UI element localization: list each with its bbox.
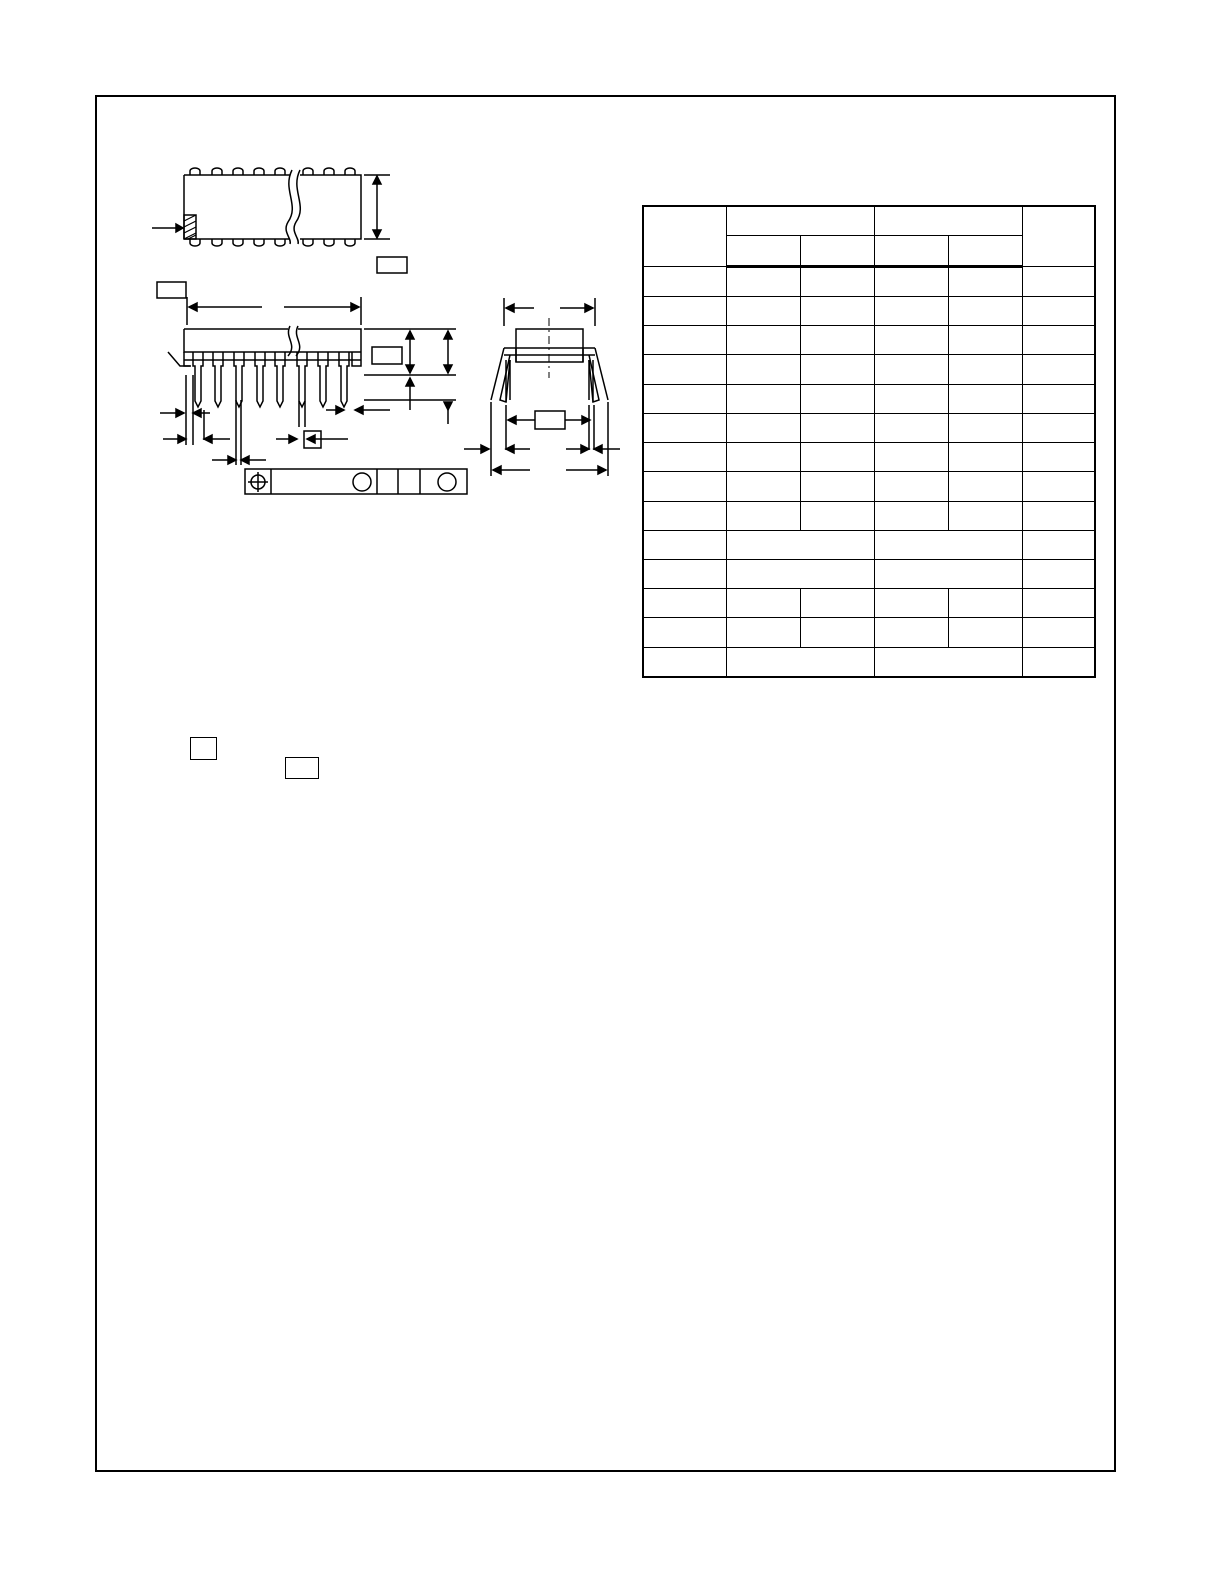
cell [1022,443,1095,472]
cell [1022,472,1095,501]
table-row [643,443,1095,472]
cell [643,530,726,559]
header-group-b [874,206,1022,236]
cell [643,647,726,677]
cell [726,384,800,413]
cell [726,326,800,355]
table-row [643,326,1095,355]
cell [800,384,874,413]
cell [643,560,726,589]
pin-one-indicator-icon [152,215,196,239]
cell [1022,326,1095,355]
cell [874,443,948,472]
cell [800,618,874,647]
side-view [157,282,467,494]
cell [1022,589,1095,618]
table-row [643,560,1095,589]
cell [1022,384,1095,413]
cell [726,589,800,618]
cell [800,413,874,442]
cell [800,501,874,530]
cell [726,296,800,325]
header-sub [726,236,800,266]
table-row [643,413,1095,442]
cell [643,472,726,501]
table-row [643,472,1095,501]
cell [643,589,726,618]
cell [874,589,948,618]
cell [948,589,1022,618]
table-row [643,501,1095,530]
cell [1022,530,1095,559]
cell [643,384,726,413]
cell [874,618,948,647]
cell [643,443,726,472]
cell-merged [874,647,1022,677]
header-sub [948,236,1022,266]
table-row [643,355,1095,384]
table-row [643,589,1095,618]
cell [1022,647,1095,677]
cell [1022,560,1095,589]
cell [800,326,874,355]
cell [800,472,874,501]
note-box-a [190,737,217,760]
dimension-table [642,205,1096,678]
cell [726,501,800,530]
cell [726,472,800,501]
cell [726,266,800,296]
cell [948,296,1022,325]
cell [800,589,874,618]
cell [874,472,948,501]
table-row [643,530,1095,559]
header-notes [1022,206,1095,266]
table-row [643,384,1095,413]
header-group-a [726,206,874,236]
cell [800,296,874,325]
top-pin-row [190,168,355,175]
cell [643,618,726,647]
cell [726,413,800,442]
cell [874,413,948,442]
cell [800,355,874,384]
cell [1022,266,1095,296]
position-tolerance-icon [245,469,467,494]
cell [726,618,800,647]
header-sub [874,236,948,266]
cell [874,326,948,355]
cell [1022,413,1095,442]
table-row [643,266,1095,296]
cell [948,443,1022,472]
cell [874,384,948,413]
cell [874,266,948,296]
cell [948,501,1022,530]
cell [1022,501,1095,530]
cell [1022,618,1095,647]
cell [643,355,726,384]
cell [726,443,800,472]
table-row [643,296,1095,325]
datum-box [377,257,407,273]
cell [874,501,948,530]
cell [643,266,726,296]
table-row [643,618,1095,647]
datum-box [535,411,565,429]
cell [1022,296,1095,325]
cell [948,472,1022,501]
cell [643,413,726,442]
datum-box [372,347,402,364]
cell [800,443,874,472]
cell-merged [874,530,1022,559]
cell [1022,355,1095,384]
cell [948,326,1022,355]
cell [948,413,1022,442]
top-view [152,168,407,273]
bottom-pin-row [190,239,355,246]
cell-merged [874,560,1022,589]
cell [800,266,874,296]
end-view [464,298,620,476]
cell [874,355,948,384]
datum-box [157,282,186,298]
package-outline-drawing [0,0,640,520]
cell-merged [726,647,874,677]
note-box-b [285,757,319,779]
cell [643,296,726,325]
cell [643,501,726,530]
cell [643,326,726,355]
cell-merged [726,560,874,589]
cell-merged [726,530,874,559]
cell [948,266,1022,296]
cell [948,355,1022,384]
cell [948,384,1022,413]
header-sub [800,236,874,266]
cell [874,296,948,325]
table-row [643,647,1095,677]
header-symbol [643,206,726,266]
cell [726,355,800,384]
cell [948,618,1022,647]
